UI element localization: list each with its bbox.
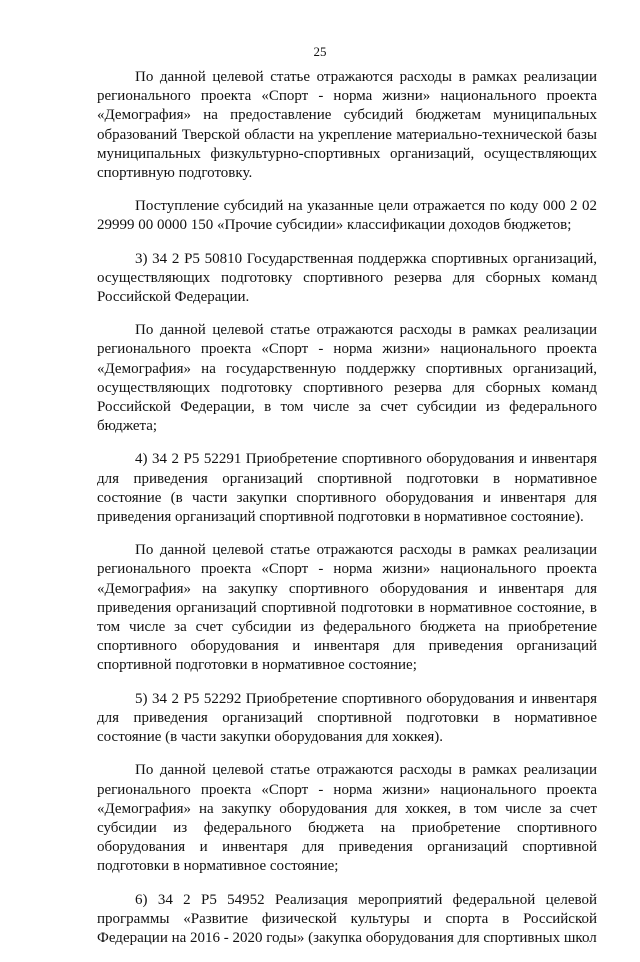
paragraph: По данной целевой статье отражаются расходы в рамках реализации регионального проекта «Спорт - норма жизни» национального проекта «Демография» на государственную поддержку спортивных организаций, осуществляющих подготовку спортивного резерва для сборных команд Российской Федерации, в том числе за счет субсидии из федерального бюджета; [97,322,597,435]
page-number: 25 [313,44,327,59]
paragraph: 5) 34 2 P5 52292 Приобретение спортивного оборудования и инвентаря для приведения организаций спортивной подготовки в нормативное состояние (в части закупки оборудования для хоккея). [97,690,597,746]
paragraph: Поступление субсидий на указанные цели отражается по коду 000 2 02 29999 00 0000 150 «Прочие субсидии» классификации доходов бюджетов; [97,198,597,234]
paragraph: 6) 34 2 P5 54952 Реализация мероприятий федеральной целевой программы «Развитие физической культуры и спорта в Российской Федерации на 2016 - 2020 годы» (закупка оборудования для спортивных школ [97,891,597,946]
paragraph: По данной целевой статье отражаются расходы в рамках реализации регионального проекта «Спорт - норма жизни» национального проекта «Демография» на закупку оборудования для хоккея, в том числе за счет субсидии из федерального бюджета на приобретение спортивного оборудования и инвентаря для приведения организаций спортивной подготовки в нормативное состояние; [97,762,597,875]
paragraph: 3) 34 2 P5 50810 Государственная поддержка спортивных организаций, осуществляющих подготовку спортивного резерва для сборных команд Российской Федерации. [97,250,597,306]
paragraph: По данной целевой статье отражаются расходы в рамках реализации регионального проекта «Спорт - норма жизни» национального проекта «Демография» на предоставление субсидий бюджетам муниципальных образований Тверской области на укрепление материально-технической базы муниципальных физкультурно-спортивных организаций, осуществляющих спортивную подготовку. [97,69,597,182]
paragraph: По данной целевой статье отражаются расходы в рамках реализации регионального проекта «Спорт - норма жизни» национального проекта «Демография» на закупку спортивного оборудования и инвентаря для приведения организаций спортивной подготовки в нормативное состояние, в том числе за счет субсидии из федерального бюджета на приобретение спортивного оборудования и инвентаря для приведения организаций спортивной подготовки в нормативное состояние; [97,542,597,674]
document-body [97,68,597,962]
paragraph: 4) 34 2 P5 52291 Приобретение спортивного оборудования и инвентаря для приведения организаций спортивной подготовки в нормативное состояние (в части закупки спортивного оборудования и инвентаря для приведения организаций спортивной подготовки в нормативное состояние). [97,451,597,526]
